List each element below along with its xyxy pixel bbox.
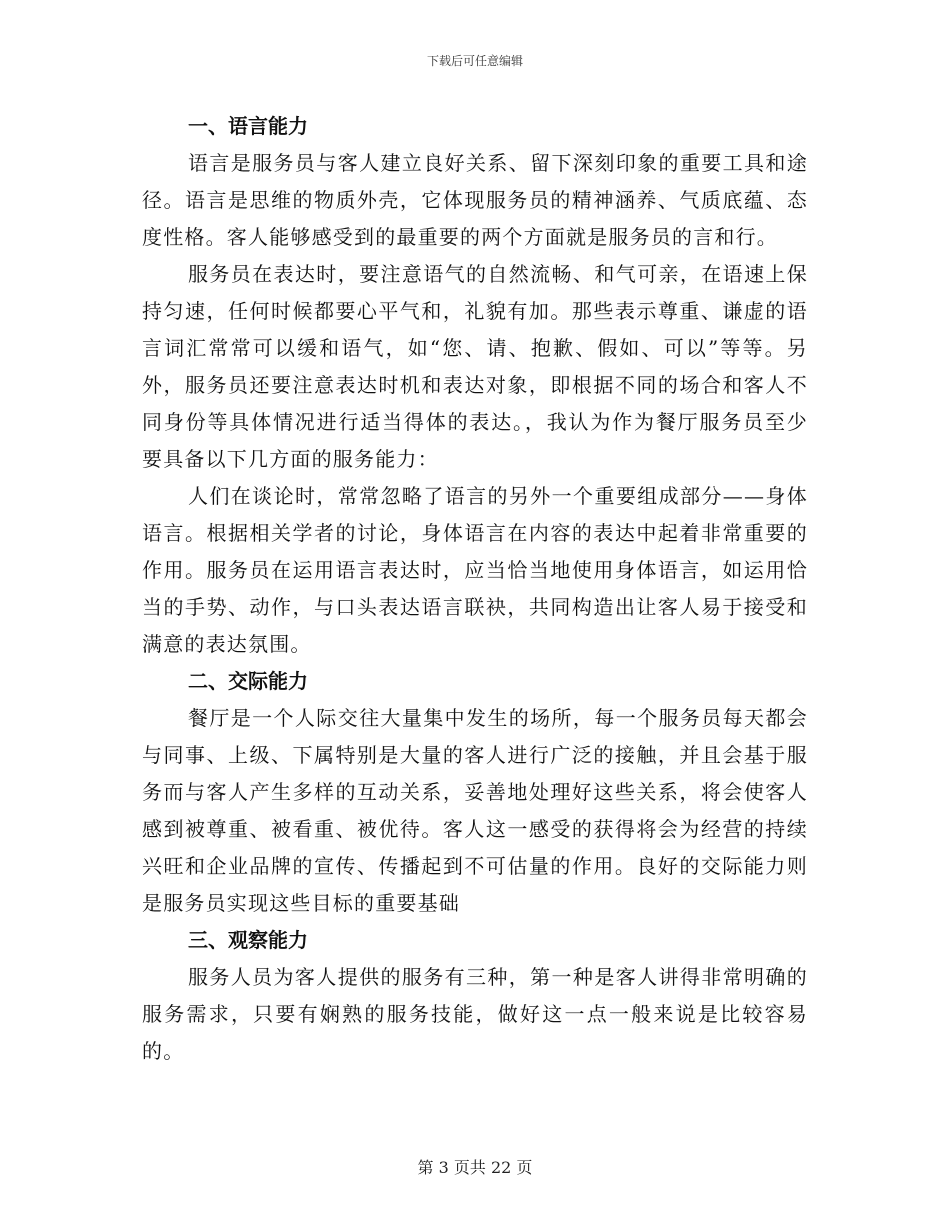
page-header: 下载后可任意编辑	[426, 54, 523, 68]
section-language-ability	[142, 108, 808, 663]
section-heading: 一、语言能力	[188, 114, 308, 138]
section-observation-ability	[142, 922, 808, 1070]
section-communication-ability	[142, 663, 808, 922]
document-body	[142, 108, 808, 1070]
paragraph: 服务人员为客人提供的服务有三种，第一种是客人讲得非常明确的服务需求，只要有娴熟的服务技能，做好这一点一般来说是比较容易的。	[142, 965, 808, 1063]
paragraph: 服务员在表达时，要注意语气的自然流畅、和气可亲，在语速上保持匀速，任何时候都要心平气和，礼貌有加。那些表示尊重、谦虚的语言词汇常常可以缓和语气，如“您、请、抱歉、假如、可以”等等。另外，服务员还要注意表达时机和表达对象，即根据不同的场合和客人不同身份等具体情况进行适当得体的表达。，我认为作为餐厅服务员至少要具备以下几方面的服务能力：	[142, 262, 808, 471]
paragraph: 人们在谈论时，常常忽略了语言的另外一个重要组成部分——身体语言。根据相关学者的讨论，身体语言在内容的表达中起着非常重要的作用。服务员在运用语言表达时，应当恰当地使用身体语言，如运用恰当的手势、动作，与口头表达语言联袂，共同构造出让客人易于接受和满意的表达氛围。	[142, 484, 808, 656]
page-footer: 第 3 页共 22 页	[417, 1158, 533, 1177]
paragraph: 餐厅是一个人际交往大量集中发生的场所，每一个服务员每天都会与同事、上级、下属特别是大量的客人进行广泛的接触，并且会基于服务而与客人产生多样的互动关系，妥善地处理好这些关系，将会使客人感到被尊重、被看重、被优待。客人这一感受的获得将会为经营的持续兴旺和企业品牌的宣传、传播起到不可估量的作用。良好的交际能力则是服务员实现这些目标的重要基础	[142, 706, 808, 915]
section-heading: 三、观察能力	[188, 928, 308, 952]
section-heading: 二、交际能力	[188, 669, 308, 693]
paragraph: 语言是服务员与客人建立良好关系、留下深刻印象的重要工具和途径。语言是思维的物质外壳，它体现服务员的精神涵养、气质底蕴、态度性格。客人能够感受到的最重要的两个方面就是服务员的言和行。	[142, 151, 808, 249]
